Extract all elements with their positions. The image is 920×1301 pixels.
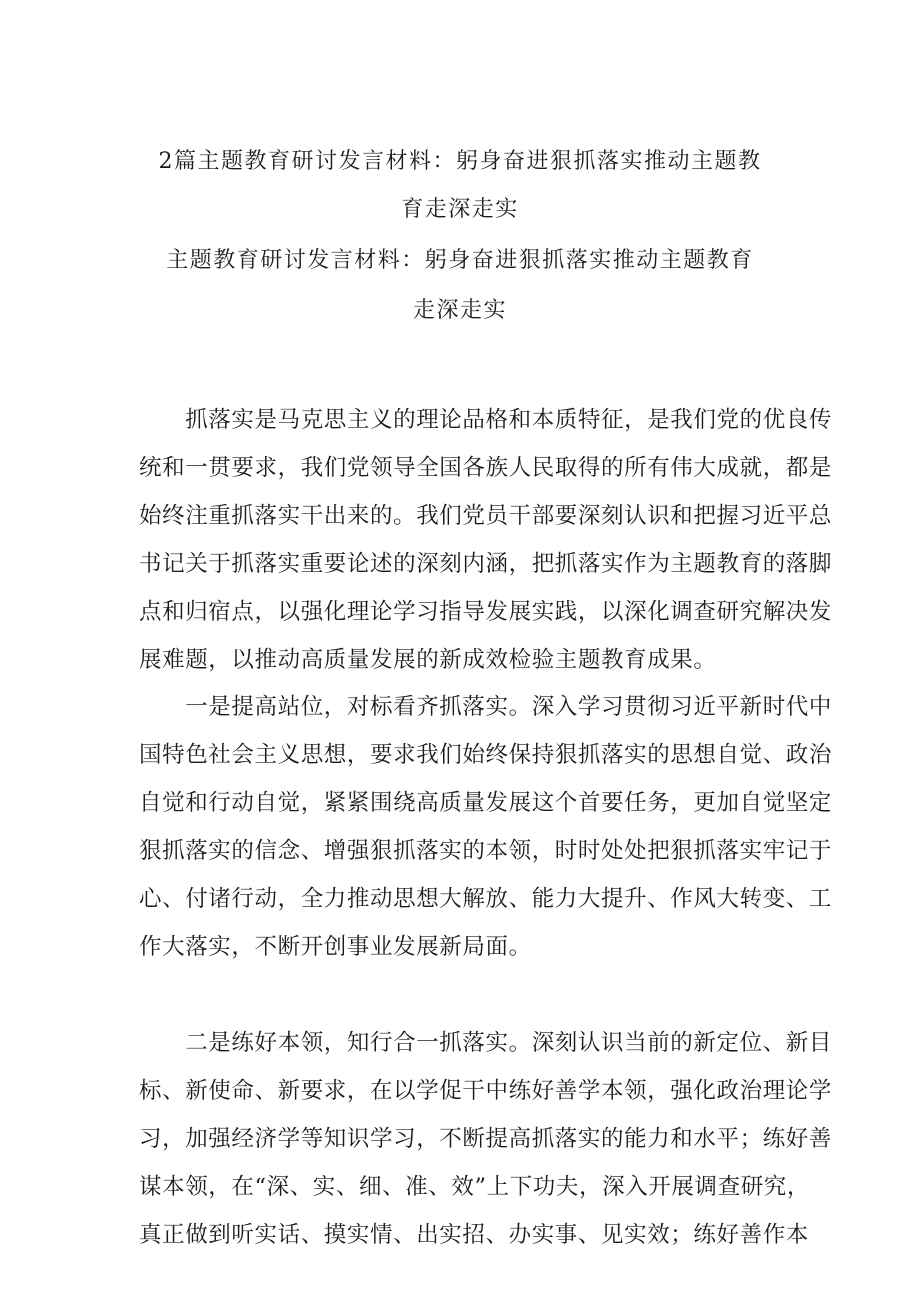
paragraph-line: 一是提高站位，对标看齐抓落实。深入学习贯彻习近平新时代中	[139, 694, 833, 720]
paragraph-line: 真正做到听实话、摸实情、出实招、办实事、见实效；练好善作本	[139, 1222, 809, 1248]
paragraph-point-one	[139, 683, 833, 971]
paragraph-line: 国特色社会主义思想，要求我们始终保持狠抓落实的思想自觉、政治	[139, 742, 833, 768]
document-subtitle-line-1: 主题教育研讨发言材料：躬身奋进狠抓落实推动主题教育	[166, 248, 754, 273]
paragraph-line: 自觉和行动自觉，紧紧围绕高质量发展这个首要任务，更加自觉坚定	[139, 790, 833, 816]
paragraph-line: 习，加强经济学等知识学习，不断提高抓落实的能力和水平；练好善	[139, 1126, 833, 1152]
document-title-line-2: 育走深走实	[401, 197, 519, 222]
paragraph-line: 书记关于抓落实重要论述的深刻内涵，把抓落实作为主题教育的落脚	[139, 551, 833, 577]
paragraph-line: 点和归宿点，以强化理论学习指导发展实践，以深化调查研究解决发	[139, 599, 833, 625]
paragraph-point-two	[139, 1019, 833, 1259]
paragraph-line: 标、新使命、新要求，在以学促干中练好善学本领，强化政治理论学	[139, 1078, 833, 1104]
paragraph-intro	[139, 396, 833, 684]
paragraph-line: 作大落实，不断开创事业发展新局面。	[139, 934, 532, 960]
paragraph-line: 始终注重抓落实干出来的。我们党员干部要深刻认识和把握习近平总	[139, 503, 833, 529]
paragraph-line: 二是练好本领，知行合一抓落实。深刻认识当前的新定位、新目	[139, 1030, 833, 1056]
paragraph-line: 心、付诸行动，全力推动思想大解放、能力大提升、作风大转变、工	[139, 886, 833, 912]
paragraph-line: 谋本领，在“深、实、细、准、效”上下功夫，深入开展调查研究，	[139, 1174, 811, 1200]
document-title-line-1: 2篇主题教育研讨发言材料：躬身奋进狠抓落实推动主题教	[158, 149, 762, 174]
paragraph-line: 狠抓落实的信念、增强狠抓落实的本领，时时处处把狠抓落实牢记于	[139, 838, 833, 864]
paragraph-line: 展难题，以推动高质量发展的新成效检验主题教育成果。	[139, 647, 717, 673]
paragraph-line: 统和一贯要求，我们党领导全国各族人民取得的所有伟大成就，都是	[139, 455, 833, 481]
paragraph-line: 抓落实是马克思主义的理论品格和本质特征，是我们党的优良传	[139, 407, 833, 433]
document-subtitle-line-2: 走深走实	[412, 298, 507, 323]
